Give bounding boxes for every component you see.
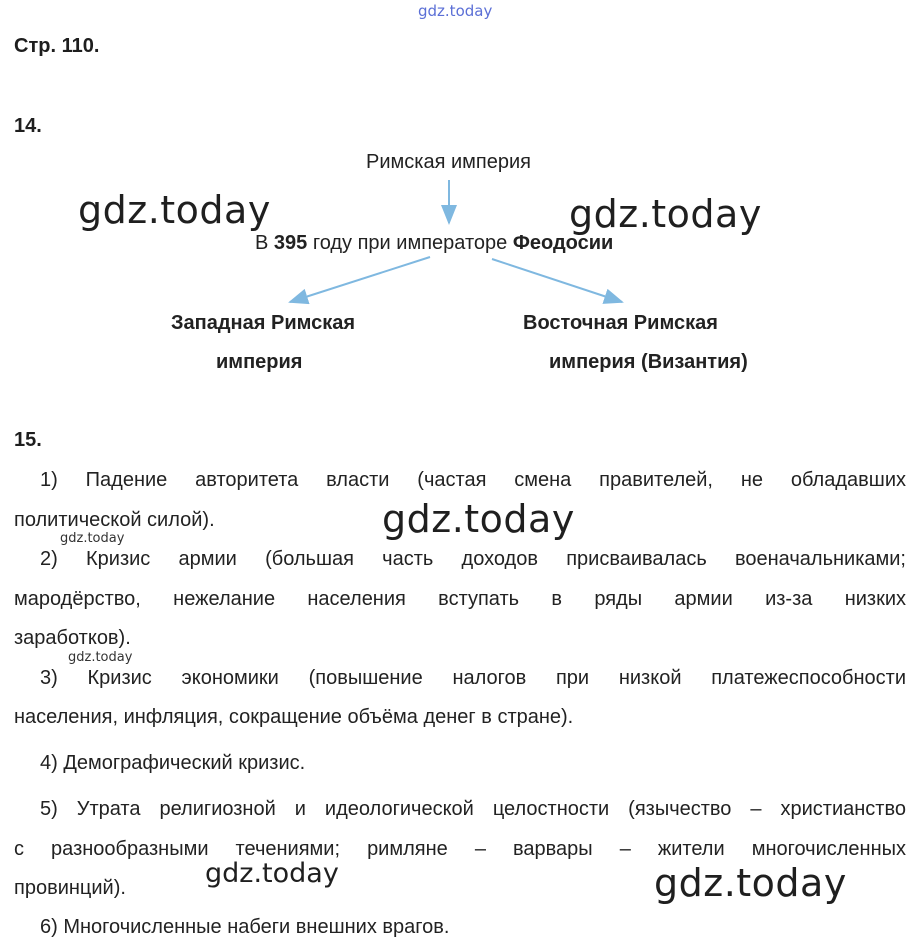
list-item-1-line2: политической силой). bbox=[14, 509, 215, 531]
arrow-to-east bbox=[492, 259, 622, 302]
watermark-small: gdz.today bbox=[68, 650, 133, 665]
middle-emperor: Феодосии bbox=[512, 232, 614, 254]
list-item-5-line1: 5) Утрата религиозной и идеологической целостности (язычество – христианство bbox=[40, 798, 906, 820]
list-item-2-line1: 2) Кризис армии (большая часть доходов присваивалась военачальниками; bbox=[40, 548, 906, 570]
diagram-west-line1: Западная Римская bbox=[171, 312, 356, 334]
list-item-1-line1: 1) Падение авторитета власти (частая смена правителей, не обладавших bbox=[40, 469, 906, 491]
watermark: gdz.today bbox=[654, 861, 847, 905]
middle-text: году при императоре bbox=[307, 232, 513, 254]
list-item-2-line3: заработков). bbox=[14, 627, 131, 649]
diagram-east-line2: империя (Византия) bbox=[549, 351, 748, 373]
diagram-west-line2: империя bbox=[216, 351, 303, 373]
watermark: gdz.today bbox=[78, 188, 271, 232]
diagram-middle-node bbox=[255, 232, 613, 255]
watermark: gdz.today bbox=[205, 858, 339, 889]
list-item-4: 4) Демографический кризис. bbox=[40, 752, 306, 774]
list-item-6: 6) Многочисленные набеги внешних врагов. bbox=[40, 916, 450, 938]
task-15-number: 15. bbox=[14, 429, 42, 451]
list-item-3-line2: населения, инфляция, сокращение объёма денег в стране). bbox=[14, 706, 574, 728]
list-item-3-line1: 3) Кризис экономики (повышение налогов при низкой платежеспособности bbox=[40, 667, 906, 689]
page-header: Стр. 110. bbox=[14, 35, 100, 57]
list-item-5-line3: провинций). bbox=[14, 877, 126, 899]
task-14-number: 14. bbox=[14, 115, 42, 137]
list-item-2-line2: мародёрство, нежелание населения вступать в ряды армии из-за низких bbox=[14, 588, 906, 610]
watermark: gdz.today bbox=[569, 192, 762, 236]
arrow-to-west bbox=[290, 257, 430, 302]
watermark: gdz.today bbox=[382, 497, 575, 541]
middle-prefix: В bbox=[255, 232, 274, 254]
watermark-small: gdz.today bbox=[60, 531, 125, 546]
diagram-root-node: Римская империя bbox=[366, 151, 531, 173]
middle-year: 395 bbox=[273, 232, 308, 254]
list-item-5-line2: с разнообразными течениями; римляне – варвары – жители многочисленных bbox=[14, 838, 906, 860]
watermark-top: gdz.today bbox=[418, 2, 493, 20]
diagram-east-line1: Восточная Римская bbox=[523, 312, 718, 334]
